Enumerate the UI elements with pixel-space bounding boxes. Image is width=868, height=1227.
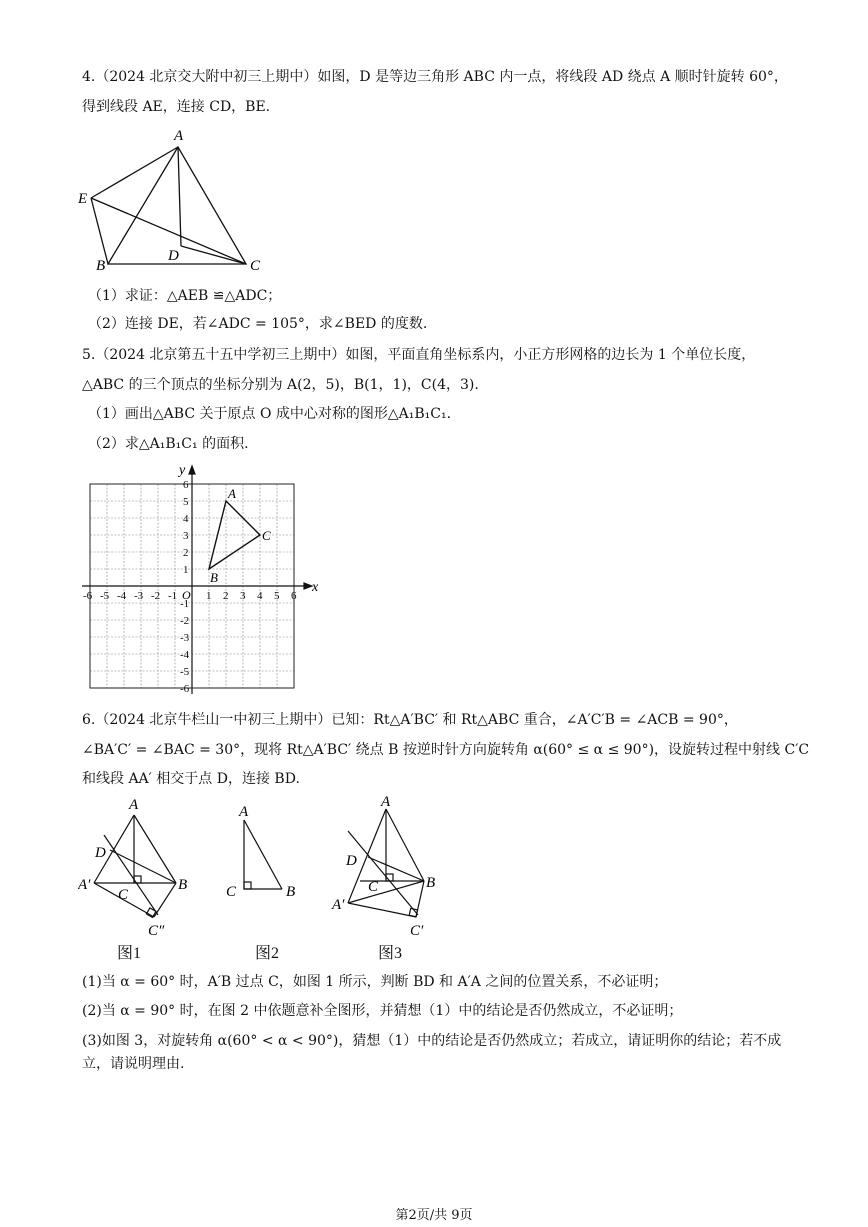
q6-part2: (2)当 α = 90° 时，在图 2 中依题意补全图形，并猜想（1）中的结论是否仍然成立，不必证明； — [82, 1003, 683, 1019]
x-tick-label: -2 — [151, 590, 161, 602]
q5-coordinate-grid — [76, 460, 326, 698]
q6-fig2-label-b: B — [286, 884, 296, 900]
q4-line1: 4.（2024 北京交大附中初三上期中）如图，D 是等边三角形 ABC 内一点，将线段 AD 绕点 A 顺时针旋转 60°， — [82, 69, 788, 85]
q6-fig1-label-d: D — [95, 845, 106, 861]
y-tick-label: 4 — [183, 513, 189, 525]
y-tick-label: -4 — [180, 649, 190, 661]
x-tick-label: -5 — [100, 590, 110, 602]
q6-fig3-label-c: C — [368, 879, 379, 895]
y-tick-label: 6 — [183, 479, 189, 491]
x-tick-label: -4 — [117, 590, 127, 602]
q4-label-e: E — [78, 191, 88, 207]
q6-fig3-label-a1: A′ — [332, 897, 345, 913]
q5-part2: （2）求△A₁B₁C₁ 的面积. — [88, 436, 249, 452]
y-tick-label: -5 — [180, 666, 190, 678]
point-label-a: A — [228, 486, 236, 501]
q6-figure-2 — [222, 800, 312, 910]
y-tick-label: -3 — [180, 632, 190, 644]
q6-fig3-label-b: B — [426, 875, 436, 891]
q4-segment-ae — [91, 147, 178, 198]
q5-origin-label: O — [182, 588, 191, 602]
q6-line2: ∠BA′C′ = ∠BAC = 30°，现将 Rt△A′BC′ 绕点 B 按逆时针方向旋转角 α(60° ≤ α ≤ 90°)，设旋转过程中射线 C′C — [82, 742, 810, 758]
y-tick-label: -1 — [180, 598, 190, 610]
page-footer: 第2页/共 9页 — [395, 1208, 473, 1223]
q6-fig1-label-a: A — [129, 797, 139, 813]
q4-label-d: D — [168, 248, 179, 264]
q6-figure-1 — [78, 795, 198, 945]
y-tick-label: 2 — [183, 547, 189, 559]
y-tick-label: -2 — [180, 615, 190, 627]
q4-label-b: B — [96, 258, 106, 274]
q4-segment-ad — [178, 147, 181, 246]
q4-segment-dc — [181, 246, 246, 264]
q6-fig1-label-c: C — [118, 887, 129, 903]
x-tick-label: -3 — [134, 590, 144, 602]
q4-part2: （2）连接 DE，若∠ADC = 105°，求∠BED 的度数. — [88, 316, 428, 332]
q5-part1: （1）画出△ABC 关于原点 O 成中心对称的图形△A₁B₁C₁. — [88, 406, 452, 422]
q5-axis-y-label: y — [179, 463, 186, 478]
q5-axis-x-label: x — [312, 580, 319, 595]
q6-fig1-label-b: B — [178, 877, 188, 893]
y-tick-label: 1 — [183, 564, 189, 576]
q5-line1: 5.（2024 北京第五十五中学初三上期中）如图，平面直角坐标系内，小正方形网格的边长为 1 个单位长度， — [82, 347, 756, 363]
y-tick-label: 3 — [183, 530, 189, 542]
q4-figure — [70, 124, 270, 274]
y-axis-arrow — [189, 466, 195, 474]
q5-line2: △ABC 的三个顶点的坐标分别为 A(2，5)，B(1，1)，C(4，3). — [82, 377, 479, 393]
q6-line3: 和线段 AA′ 相交于点 D，连接 BD. — [82, 771, 300, 787]
x-tick-label: 4 — [257, 590, 263, 602]
q4-part1: （1）求证：△AEB ≌△ADC； — [88, 288, 282, 304]
x-tick-label: 2 — [223, 590, 229, 602]
q6-fig1-caption: 图1 — [117, 945, 142, 962]
q4-line2: 得到线段 AE，连接 CD，BE. — [82, 99, 271, 115]
q6-fig3-label-d: D — [346, 853, 357, 869]
q4-segment-eb — [91, 198, 108, 264]
x-tick-label: -1 — [168, 590, 178, 602]
x-tick-label: 1 — [206, 590, 212, 602]
q6-part3b: 立，请说明理由. — [82, 1056, 185, 1072]
q6-fig1-label-c1: C″ — [148, 923, 165, 939]
q4-label-a: A — [174, 128, 184, 144]
q6-figure-3 — [330, 793, 450, 943]
q6-fig2-label-a: A — [239, 804, 249, 820]
point-label-c: C — [262, 528, 271, 543]
q6-part1: (1)当 α = 60° 时，A′B 过点 C，如图 1 所示，判断 BD 和 A′A 之间的位置关系，不必证明； — [82, 974, 668, 990]
q4-label-c: C — [250, 258, 261, 274]
y-tick-label: 5 — [183, 496, 189, 508]
q4-triangle-abc — [108, 147, 246, 264]
q6-fig2-label-c: C — [226, 884, 237, 900]
q6-fig3-caption: 图3 — [378, 945, 403, 962]
q6-fig1-label-a1: A′ — [78, 877, 91, 893]
x-tick-label: 5 — [274, 590, 280, 602]
q6-fig2-caption: 图2 — [255, 945, 280, 962]
x-tick-label: -6 — [83, 590, 93, 602]
x-tick-label: 3 — [240, 590, 246, 602]
q6-part3a: (3)如图 3，对旋转角 α(60° < α < 90°)，猜想（1）中的结论是否仍然成立；若成立，请证明你的结论；若不成 — [82, 1033, 782, 1049]
q6-fig3-label-a: A — [381, 794, 391, 810]
q6-fig3-label-c3: C′ — [410, 923, 424, 939]
x-tick-label: 6 — [291, 590, 297, 602]
q6-line1: 6.（2024 北京牛栏山一中初三上期中）已知：Rt△A′BC′ 和 Rt△ABC 重合，∠A′C′B = ∠ACB = 90°， — [82, 712, 738, 728]
point-label-b: B — [210, 570, 218, 585]
y-tick-label: -6 — [180, 683, 190, 695]
x-axis-arrow — [304, 583, 312, 589]
